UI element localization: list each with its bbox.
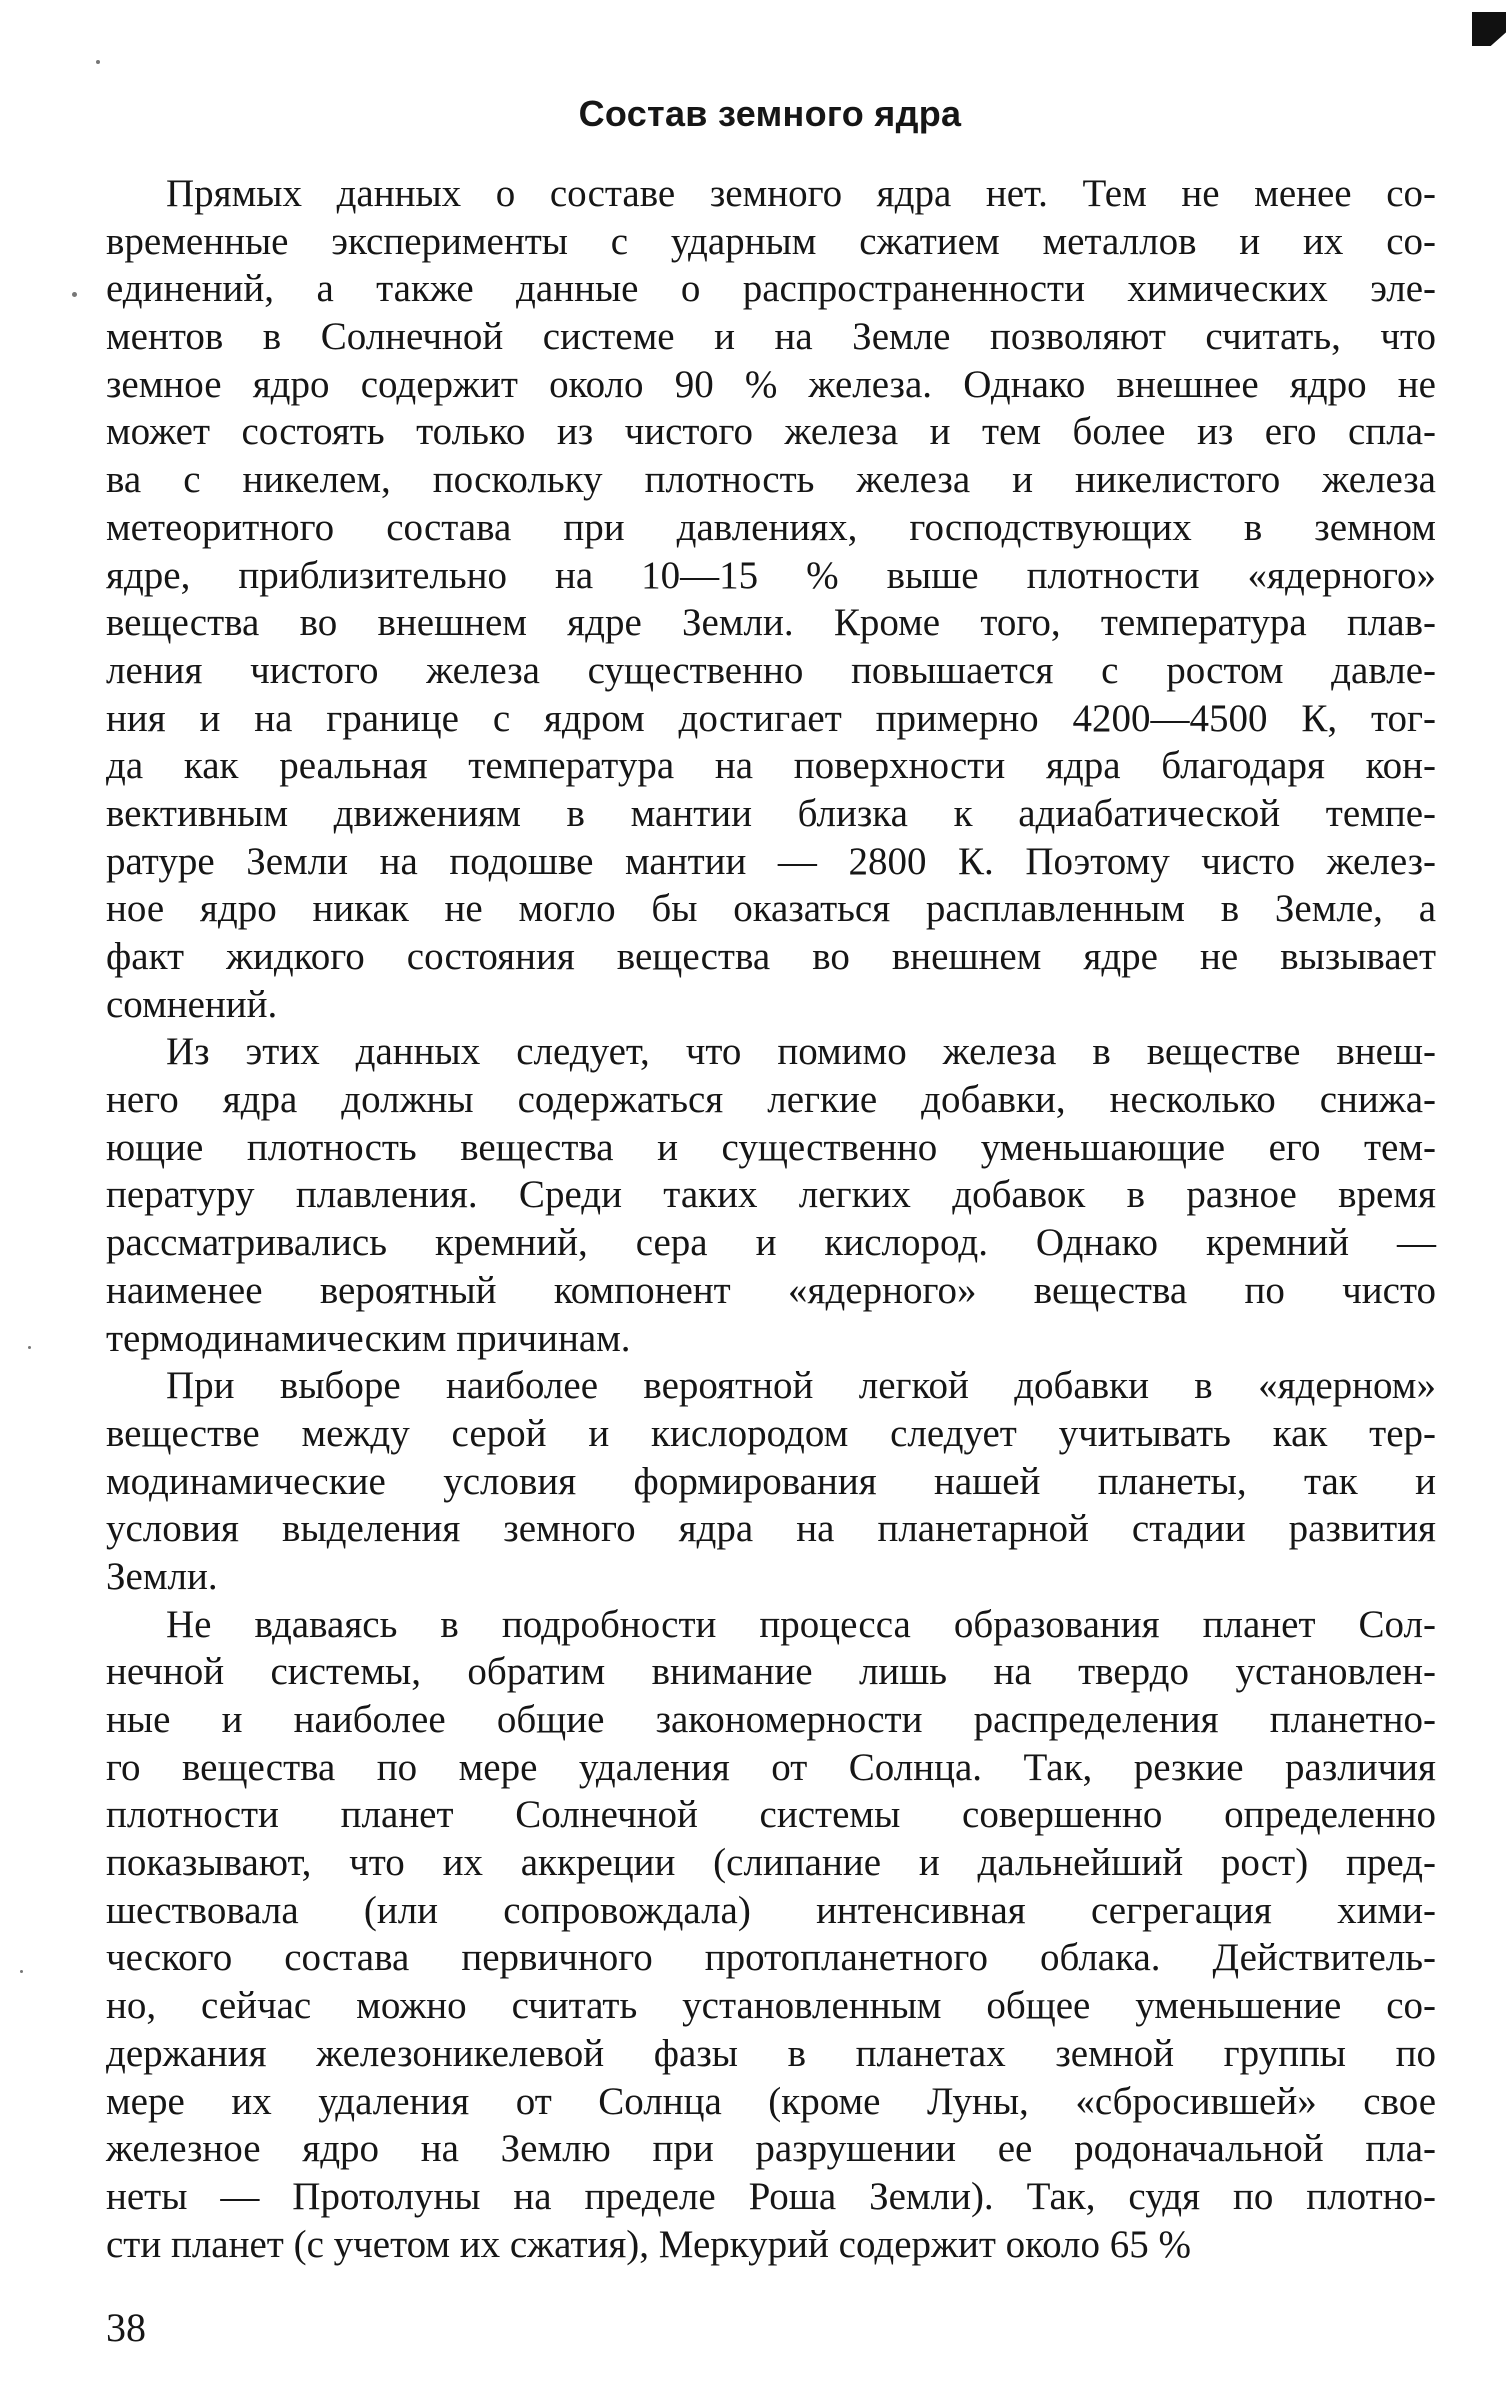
text-line: модинамические условия формирования нашей планеты, так и [106, 1459, 1436, 1503]
text-line: Прямых данных о составе земного ядра нет. Тем не менее со- [166, 172, 1436, 215]
text-line: железное ядро на Землю при разрушении ее родоначальной пла- [106, 2127, 1436, 2171]
text-line: может состоять только из чистого железа и тем более из его спла- [106, 410, 1436, 454]
text-line: При выборе наиболее вероятной легкой добавки в «ядерном» [166, 1364, 1436, 1408]
text-line: единений, а также данные о распространенности химических эле- [106, 267, 1436, 311]
text-line: Земли. [106, 1554, 218, 1598]
text-line: плотности планет Солнечной системы совершенно определенно [106, 1793, 1436, 1837]
text-line: наименее вероятный компонент «ядерного» вещества по чисто [106, 1268, 1436, 1312]
text-line: шествовала (или сопровождала) интенсивная сегрегация хими- [106, 1888, 1436, 1932]
scan-speck [20, 1970, 23, 1973]
paragraph [106, 170, 1436, 1028]
text-line: ческого состава первичного протопланетного облака. Действитель- [106, 1936, 1436, 1980]
text-line: веществе между серой и кислородом следует учитывать как тер- [106, 1411, 1436, 1455]
text-line: го вещества по мере удаления от Солнца. Так, резкие различия [106, 1745, 1436, 1789]
text-line: ления чистого железа существенно повышается с ростом давле- [106, 648, 1436, 692]
text-line: него ядра должны содержаться легкие добавки, несколько снижа- [106, 1078, 1436, 1122]
text-line: термодинамическим причинам. [106, 1316, 631, 1360]
text-line: вещества во внешнем ядре Земли. Кроме того, температура плав- [106, 601, 1436, 645]
text-line: ва с никелем, поскольку плотность железа и никелистого железа [106, 458, 1436, 502]
text-line: Из этих данных следует, что помимо железа в веществе внеш- [166, 1030, 1436, 1074]
text-line: факт жидкого состояния вещества во внешнем ядре не вызывает [106, 935, 1436, 978]
paragraph [106, 1362, 1436, 1600]
text-line: сти планет (с учетом их сжатия), Меркурий содержит около 65 % [106, 2222, 1192, 2266]
text-line: ментов в Солнечной системе и на Земле позволяют считать, что [106, 315, 1436, 359]
text-line: да как реальная температура на поверхности ядра благодаря кон- [106, 744, 1436, 788]
text-line: ния и на границе с ядром достигает примерно 4200—4500 К, тог- [106, 696, 1436, 740]
scan-speck [72, 292, 77, 297]
text-line: ющие плотность вещества и существенно уменьшающие его тем- [106, 1125, 1436, 1169]
text-line: сомнений. [106, 982, 278, 1026]
text-line: ядре, приблизительно на 10—15 % выше плотности «ядерного» [106, 553, 1436, 597]
text-line: условия выделения земного ядра на планетарной стадии развития [106, 1507, 1436, 1551]
text-line: держания железоникелевой фазы в планетах земной группы по [106, 2031, 1436, 2075]
text-line: но, сейчас можно считать установленным общее уменьшение со- [106, 1984, 1436, 2028]
paragraph [106, 1028, 1436, 1362]
text-line: вективным движениям в мантии близка к адиабатической темпе- [106, 791, 1436, 835]
body-text [106, 170, 1436, 2268]
text-line: нечной системы, обратим внимание лишь на твердо установлен- [106, 1650, 1436, 1694]
text-line: ное ядро никак не могло бы оказаться расплавленным в Земле, а [106, 887, 1436, 931]
text-line: мере их удаления от Солнца (кроме Луны, «сбросившей» свое [106, 2079, 1436, 2123]
text-line: земное ядро содержит около 90 % железа. Однако внешнее ядро не [106, 362, 1436, 406]
section-title: Состав земного ядра [578, 93, 962, 134]
text-line: пературу плавления. Среди таких легких добавок в разное время [106, 1173, 1436, 1217]
scan-corner-mark [1472, 12, 1506, 46]
text-line: временные эксперименты с ударным сжатием металлов и их со- [106, 219, 1436, 263]
text-line: неты — Протолуны на пределе Роша Земли). Так, судя по плотно- [106, 2174, 1436, 2218]
scan-speck [28, 1346, 31, 1349]
text-line: рассматривались кремний, сера и кислород. Однако кремний — [106, 1221, 1436, 1265]
text-line: показывают, что их аккреции (слипание и дальнейший рост) пред- [106, 1841, 1436, 1885]
page-number: 38 [106, 2305, 146, 2350]
text-line: ратуре Земли на подошве мантии — 2800 К. Поэтому чисто желез- [106, 839, 1436, 883]
scan-speck [96, 60, 100, 64]
text-line: Не вдаваясь в подробности процесса образования планет Сол- [166, 1602, 1436, 1646]
text-line: ные и наиболее общие закономерности распределения планетно- [106, 1698, 1436, 1741]
text-line: метеоритного состава при давлениях, господствующих в земном [106, 505, 1436, 549]
paragraph [106, 1601, 1436, 2269]
